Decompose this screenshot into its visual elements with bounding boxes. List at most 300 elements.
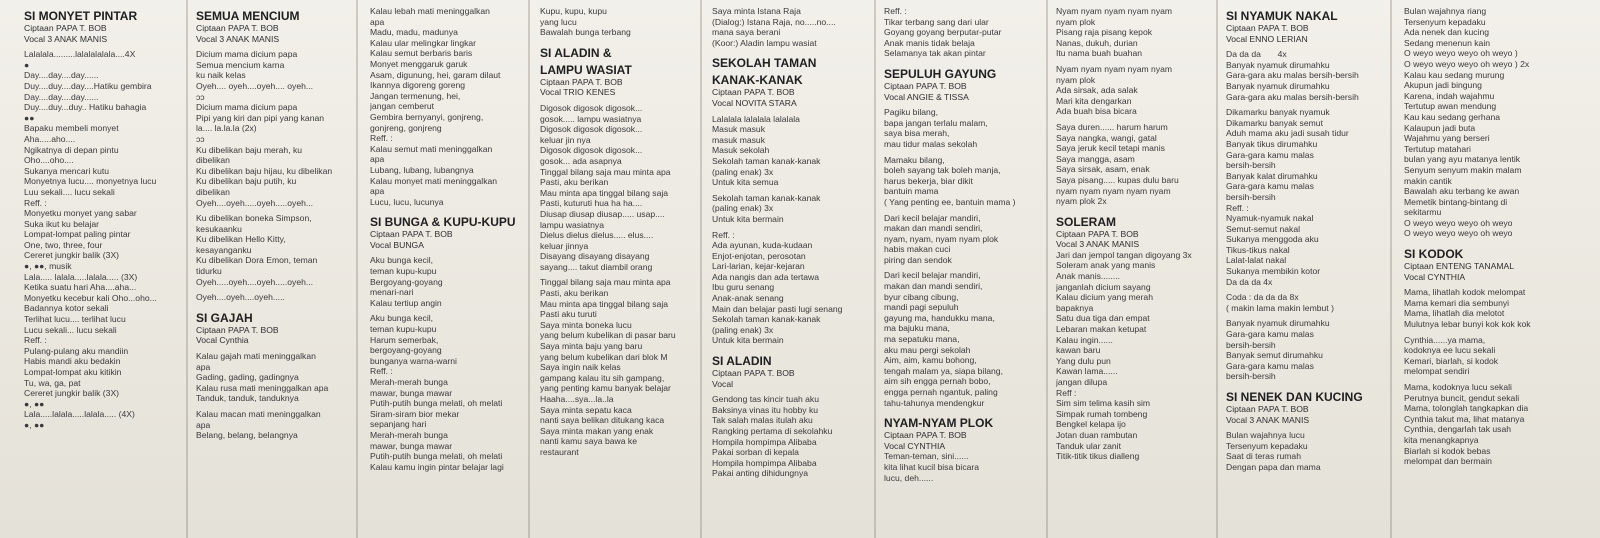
lyric-line: Reff. :	[24, 335, 47, 346]
lyric-line: Karena, indah wajahmu	[1404, 90, 1495, 101]
lyric-line: Day....day....day......	[24, 91, 99, 102]
lyric-line: Digosok digosok digosok...	[540, 124, 643, 135]
lyric-line: Lubang, lubang, lubangnya	[370, 164, 474, 175]
lyric-line: Anak-anak senang	[712, 293, 784, 304]
lyric-line: kesukaanku	[196, 223, 242, 234]
lyric-line: ma bajuku mana,	[884, 323, 950, 334]
lyric-line: saya bisa merah,	[884, 128, 950, 139]
song-title: SI NENEK DAN KUCING	[1226, 390, 1363, 404]
lyric-line: Kalau dicium yang merah	[1056, 292, 1153, 303]
lyric-line: Ku dibelikan Dora Emon, teman	[196, 255, 318, 266]
song-credit: Vocal ENNO LERIAN	[1226, 33, 1308, 44]
lyric-line: Saya jeruk kecil tetapi manis	[1056, 143, 1165, 154]
lyric-line: Tikus-tikus nakal	[1226, 244, 1290, 255]
lyric-line: Dikamarku banyak nyamuk	[1226, 107, 1330, 118]
lyric-line: Jari dan jempol tangan digoyang 3x	[1056, 249, 1192, 260]
lyric-line: Oyeh....oyeh....oyeh.....	[196, 292, 285, 303]
lyrics-column-3	[370, 6, 526, 534]
lyric-line: Aim, aim, kamu bohong,	[884, 355, 977, 366]
lyric-line: Belang, belang, belangnya	[196, 430, 298, 441]
lyric-line: Gara-gara aku malas bersih-bersih	[1226, 70, 1359, 81]
lyric-line: byur cibang cibung,	[884, 291, 959, 302]
verse-gap	[712, 48, 872, 53]
lyric-line: nyam plok	[1056, 16, 1096, 27]
lyric-line: gosok..... lampu wasiatnya	[540, 113, 642, 124]
lyric-line: (Koor:) Aladin lampu wasiat	[712, 37, 817, 48]
song-credit: Ciptaan PAPA T. BOB	[1056, 228, 1139, 239]
song-credit: Vocal 3 ANAK MANIS	[1226, 414, 1310, 425]
lyric-line: melompat dan bermain	[1404, 456, 1492, 467]
lyric-line: Reff. :	[712, 229, 735, 240]
lyric-line: Saya nangka, wangi, gatal	[1056, 132, 1157, 143]
lyric-line: Tak salah malas itulah aku	[712, 415, 813, 426]
lyric-line: Pasti aku turuti	[540, 309, 597, 320]
lyric-line: Nyam nyam nyam nyam nyam	[1056, 6, 1173, 16]
lyric-line: Masuk masuk	[712, 124, 766, 135]
lyric-line: Dicium mama dicium papa	[196, 49, 298, 60]
lyric-line: Oyeh.... oyeh....oyeh.... oyeh...	[196, 80, 314, 91]
lyric-line: Kalau lebah mati meninggalkan	[370, 6, 490, 16]
lyric-line: ●, ●●	[24, 419, 45, 430]
lyric-line: One, two, three, four	[24, 239, 103, 250]
lyric-line: Suka ikut ku belajar	[24, 218, 99, 229]
lyric-line: Lalalala lalalala lalalala	[712, 113, 800, 124]
lyric-line: kita lihat kucil bisa bicara	[884, 461, 980, 472]
lyric-line: Mama, kodoknya lucu sekali	[1404, 382, 1512, 392]
lyric-line: Kawan lama......	[1056, 366, 1118, 377]
lyric-line: kodoknya ee lucu sekali	[1404, 345, 1496, 356]
song-title: SEMUA MENCIUM	[196, 9, 300, 23]
lyric-line: Monyetnya lucu.... monyetnya lucu	[24, 176, 157, 187]
lyric-line: Pisang raja pisang kepok	[1056, 27, 1153, 38]
lyric-line: Itu nama buah buahan	[1056, 48, 1143, 59]
lyric-line: Duy....duy....day....Hatiku gembira	[24, 80, 152, 91]
lyric-line: harus bekerja, biar dikit	[884, 175, 973, 186]
lyric-line: Saat di teras rumah	[1226, 451, 1301, 462]
lyric-line: apa	[196, 419, 211, 430]
lyric-line: O weyo weyo weyo oh weyo ) 2x	[1404, 58, 1530, 69]
verse-gap	[884, 59, 1044, 64]
lyric-line: tengah malam ya, siapa bilang,	[884, 365, 1003, 376]
lyric-line: O weyo weyo weyo oh weyo	[1404, 217, 1513, 228]
lyric-line: Aduh mama aku jadi susah tidur	[1226, 128, 1349, 139]
song-credit: Ciptaan PAPA T. BOB	[540, 76, 623, 87]
lyric-line: Saya duren...... harum harum	[1056, 121, 1168, 132]
lyric-line: Sukanya menggoda aku	[1226, 234, 1319, 245]
lyric-line: Da da da 4x	[1226, 276, 1273, 287]
lyric-line: Tinggal bilang saja mau minta apa	[540, 166, 671, 177]
lyric-line: Kupu, kupu, kupu	[540, 6, 607, 16]
lyric-line: Monyetku monyet yang sabar	[24, 208, 137, 219]
lyric-line: mandi pagi sepuluh	[884, 302, 959, 313]
lyric-line: yang belum kubelikan di pasar baru	[540, 330, 676, 341]
song-credit: Ciptaan PAPA T. BOB	[24, 23, 107, 33]
lyric-line: Tikar terbang sang dari ular	[884, 16, 989, 27]
lyric-line: Kalau semut berbaris baris	[370, 48, 473, 59]
lyric-line: Terlihat lucu.... terlihat lucu	[24, 314, 126, 325]
lyric-line: Mulutnya lebar bunyi kok kok kok	[1404, 319, 1531, 330]
lyric-line: Semut-semut nakal	[1226, 223, 1301, 234]
lyric-line: Asam, digunung, hei, garam dilaut	[370, 69, 501, 80]
lyric-line: janganlah dicium sayang	[1056, 281, 1151, 292]
song-credit: Ciptaan PAPA T. BOB	[712, 87, 795, 98]
lyric-line: ●, ●●, musik	[24, 261, 72, 272]
lyric-line: Monyetku kecebur kali Oho...oho...	[24, 292, 157, 303]
lyric-line: Tersenyum kepadaku	[1226, 440, 1308, 451]
lyric-line: Kalau macan mati meninggalkan	[196, 409, 321, 419]
lyric-line: engga pernah ngantuk, paling	[884, 387, 998, 397]
lyric-line: bulan yang ayu matanya lentik	[1404, 154, 1521, 165]
lyric-line: Mama, tolonglah tangkapkan dia	[1404, 403, 1529, 414]
lyric-line: Ada nenek dan kucing	[1404, 27, 1490, 38]
lyric-line: Nyam nyam nyam nyam nyam	[1056, 63, 1173, 74]
lyric-line: Cynthia, dengarlah tak usah	[1404, 424, 1512, 435]
lyric-line: Da da da 4x	[1226, 49, 1287, 60]
song-title: SI BUNGA & KUPU-KUPU	[370, 215, 516, 230]
song-credit: Vocal CYNTHIA	[884, 440, 946, 451]
lyric-line: gayung ma, handukku mana,	[884, 312, 995, 323]
lyric-line: bersih-bersih	[1226, 371, 1276, 382]
lyric-line: Jangan termenung, hei,	[370, 90, 461, 101]
lyric-line: kita menangkapnya	[1404, 434, 1479, 445]
lyric-line: Goyang goyang berputar-putar	[884, 27, 1002, 38]
lyric-line: Dikamarku banyak semut	[1226, 117, 1323, 128]
lyric-line: Mama, lihatlah dia melotot	[1404, 308, 1505, 319]
lyric-line: apa	[196, 361, 211, 372]
verse-gap	[1226, 382, 1388, 387]
lyric-line: Habis mandi aku bedakin	[24, 356, 121, 367]
lyric-line: Kalau gajah mati meninggalkan	[196, 351, 316, 362]
lyric-line: dibelikan	[196, 186, 230, 197]
lyric-line: Gara-gara kamu malas	[1226, 329, 1314, 340]
lyric-line: Disayang disayang disayang	[540, 251, 650, 262]
lyric-line: (paling enak) 3x	[712, 203, 774, 214]
lyric-line: Pakai anting dihidungnya	[712, 468, 809, 479]
lyric-line: Lompat-lompat aku kitikin	[24, 367, 122, 377]
lyric-line: yang lucu	[540, 16, 577, 27]
lyric-line: Ada ayunan, kuda-kudaan	[712, 240, 813, 251]
lyric-line: melompat sendiri	[1404, 366, 1470, 377]
lyric-line: Untuk kita bermain	[712, 335, 784, 346]
lyric-line: Oyeh.....oyeh....oyeh.....oyeh...	[196, 276, 314, 287]
lyric-line: Ada sirsak, ada salak	[1056, 85, 1138, 96]
lyric-line: Semua mencium karna	[196, 59, 285, 70]
song-credit: Vocal TRIO KENES	[540, 87, 616, 98]
lyric-line: bapaknya	[1056, 302, 1094, 313]
song-credit: Ciptaan PAPA T. BOB	[884, 430, 967, 441]
lyric-line: aim sih engga pernah bobo,	[884, 376, 991, 387]
lyric-line: Lalalala.........lalalalalala....4X	[24, 49, 136, 60]
song-title: SI MONYET PINTAR	[24, 9, 138, 23]
song-credit: Vocal	[712, 378, 734, 389]
lyric-line: Bulan wajahnya lucu	[1226, 430, 1305, 441]
song-title: KANAK-KANAK	[712, 73, 803, 88]
song-credit: Vocal CYNTHIA	[1404, 271, 1466, 282]
lyric-line: Reff. :	[884, 6, 907, 16]
lyric-line: Baksinya vinas itu hobby ku	[712, 404, 819, 415]
lyric-line: Soleram anak yang manis	[1056, 260, 1156, 271]
lyric-line: Tertutup awan mendung	[1404, 101, 1497, 112]
lyric-line: Jotan duan rambutan	[1056, 429, 1138, 440]
lyric-line: Lebaran makan ketupat	[1056, 324, 1147, 335]
lyric-line: gampang kalau itu sih gampang,	[540, 372, 665, 383]
lyric-line: nanti saya belikan ditukang kaca	[540, 415, 665, 426]
lyric-line: bergoyang-goyang	[370, 345, 442, 356]
lyric-line: bapa jangan terlalu malam,	[884, 117, 988, 128]
lyric-line: Saya minta boneka lucu	[540, 319, 632, 330]
lyric-line: Ketika suatu hari Aha....aha...	[24, 282, 137, 293]
lyric-line: Senyum senyum makin malam	[1404, 164, 1522, 175]
lyric-line: aku mau pergi sekolah	[884, 344, 971, 355]
lyric-line: Bawalah aku terbang ke awan	[1404, 186, 1520, 197]
lyric-line: Ku dibelikan baju putih, ku	[196, 176, 297, 187]
lyric-line: ●●	[24, 112, 35, 123]
lyric-line: Lompat-lompat paling pintar	[24, 229, 131, 240]
lyric-line: Merah-merah bunga	[370, 377, 448, 387]
lyric-line: Rangking pertama di sekolahku	[712, 426, 833, 436]
lyric-line: Banyak tikus dirumahku	[1226, 138, 1318, 149]
lyric-line: mau tidur malas sekolah	[884, 138, 978, 149]
lyric-line: Sekolah taman kanak-kanak	[712, 314, 821, 325]
lyric-line: Teman-teman, sini......	[884, 451, 969, 462]
lyric-line: Dielus dielus dielus..... elus....	[540, 230, 654, 241]
lyric-line: Lucu sekali... lucu sekali	[24, 324, 117, 335]
lyric-line: Ada buah bisa bicara	[1056, 106, 1137, 117]
lyric-line: Reff :	[1056, 387, 1077, 398]
lyric-line: keluar jinnya	[540, 240, 589, 251]
lyric-line: Oho....oho....	[24, 155, 74, 166]
lyric-line: Perutnya buncit, gendut sekali	[1404, 392, 1520, 403]
lyric-line: Digosok digosok digosok...	[540, 102, 643, 113]
lyric-line: O weyo weyo weyo oh weyo )	[1404, 48, 1518, 59]
lyric-line: Diusap diusap diusap..... usap....	[540, 208, 665, 219]
lyric-line: Kalau ular melingkar lingkar	[370, 37, 477, 48]
lyric-line: Nyamuk-nyamuk nakal	[1226, 213, 1314, 224]
lyric-line: Kalau monyet mati meninggalkan	[370, 175, 498, 186]
lyric-line: Bapaku membeli monyet	[24, 123, 119, 134]
song-title: SI GAJAH	[196, 310, 253, 325]
lyric-line: piring dan sendok	[884, 254, 952, 265]
song-credit: Ciptaan ENTENG TANAMAL	[1404, 261, 1515, 272]
lyric-line: Aku bunga kecil,	[370, 313, 434, 324]
lyric-line: nyam plok 2x	[1056, 196, 1107, 207]
lyric-line: Ku dibelikan boneka Simpson,	[196, 213, 312, 224]
lyric-line: Dari kecil belajar mandiri,	[884, 212, 981, 223]
verse-gap	[370, 207, 526, 212]
lyric-line: ●	[24, 59, 30, 70]
lyric-line: Ada nangis dan ada tertawa	[712, 271, 820, 282]
lyric-line: nyam, nyam, nyam nyam plok	[884, 233, 999, 244]
lyrics-column-5	[712, 6, 872, 534]
lyric-line: Anak manis........	[1056, 271, 1120, 282]
lyric-line: ɔɔ	[196, 133, 205, 144]
lyric-line: Siram-siram bior mekar	[370, 408, 460, 419]
lyric-line: Mau minta apa tinggal bilang saja	[540, 187, 669, 198]
song-title: SI KODOK	[1404, 247, 1464, 262]
lyric-line: teman kupu-kupu	[370, 324, 437, 335]
lyric-line: apa	[370, 16, 385, 27]
lyric-line: Nanas, dukuh, durian	[1056, 37, 1138, 48]
lyric-line: bantuin mama	[884, 186, 939, 197]
song-title: SEKOLAH TAMAN	[712, 56, 817, 71]
verse-gap	[712, 346, 872, 351]
lyric-line: dibelikan	[196, 155, 230, 166]
lyric-line: Pakai sorban di kepala	[712, 447, 799, 458]
lyric-line: (Dialog:) Istana Raja, no.....no....	[712, 16, 836, 27]
lyric-line: Kalau ingin......	[1056, 334, 1113, 345]
lyric-line: Gara-gara kamu malas	[1226, 149, 1314, 160]
lyric-line: Merah-merah bunga	[370, 429, 448, 440]
lyric-line: mawar, bunga mawar	[370, 387, 453, 398]
lyric-line: makan dan mandi sendiri,	[884, 223, 983, 234]
lyric-line: Kalau kamu ingin pintar belajar lagi	[370, 461, 504, 472]
verse-gap	[1056, 207, 1214, 212]
lyric-line: apa	[370, 186, 385, 197]
lyric-line: menari-nari	[370, 287, 414, 298]
lyric-line: nyam nyam nyam nyam nyam	[1056, 185, 1171, 196]
lyric-line: restaurant	[540, 446, 579, 457]
lyric-line: Cereret jungkir balik (3X)	[24, 250, 120, 261]
lyric-line: Mama kemari dia sembunyi	[1404, 297, 1510, 308]
song-credit: Vocal ANGIE & TISSA	[884, 91, 969, 102]
lyric-line: Tertutup matahari	[1404, 143, 1471, 154]
lyric-line: Dicium mama dicium papa	[196, 102, 298, 113]
lyric-line: Monyet menggaruk garuk	[370, 58, 468, 69]
lyric-line: Aku bunga kecil,	[370, 255, 434, 266]
lyric-line: Saya sirsak, asam, enak	[1056, 164, 1150, 175]
lyric-line: Akupun jadi bingung	[1404, 80, 1482, 91]
lyric-line: Saya minta makan yang enak	[540, 425, 654, 436]
lyric-line: Lala.....lalala.....lalala..... (4X)	[24, 409, 135, 420]
lyric-line: Tanduk, tanduk, tanduknya	[196, 393, 299, 404]
lyric-line: mawar, bunga mawar	[370, 440, 453, 451]
lyric-line: Luu sekali.... lucu sekali	[24, 186, 115, 197]
lyric-line: Reff. :	[370, 366, 393, 377]
lyric-line: Day....day....day......	[24, 70, 99, 81]
lyric-line: apa	[370, 154, 385, 165]
lyric-line: Cereret jungkir balik (3X)	[24, 388, 120, 399]
lyric-line: Tinggal bilang saja mau minta apa	[540, 277, 671, 288]
lyric-line: Kalau rusa mati meninggalkan apa	[196, 382, 329, 393]
lyric-line: la.... la.la.la (2x)	[196, 123, 257, 134]
lyric-line: nyam plok	[1056, 74, 1096, 85]
lyric-line: bersih-bersih	[1226, 160, 1276, 171]
song-credit: Ciptaan PAPA T. BOB	[1226, 404, 1309, 414]
lyric-line: Yang dulu pun	[1056, 355, 1111, 366]
lyric-line: Aha.....aho....	[24, 133, 76, 144]
lyrics-column-4	[540, 6, 698, 534]
lyric-line: Mamaku bilang,	[884, 154, 945, 165]
lyric-line: Duy....duy...duy.. Hatiku bahagia	[24, 102, 147, 113]
lyric-line: gonjreng, gonjreng	[370, 122, 442, 133]
lyrics-column-2	[196, 6, 354, 534]
song-credit: Vocal 3 ANAK MANIS	[196, 33, 280, 44]
lyric-line: Anak manis tidak belaja	[884, 37, 975, 48]
lyric-line: Pulang-pulang aku mandiin	[24, 345, 129, 356]
lyric-line: lampu wasiatnya	[540, 219, 605, 230]
lyric-line: Pasti, aku berikan	[540, 177, 609, 188]
lyric-line: keluar jin nya	[540, 134, 591, 145]
lyric-line: Saya minta sepatu kaca	[540, 404, 632, 415]
lyric-line: ( makin lama makin lembut )	[1226, 302, 1334, 313]
lyric-line: Saya minta baju yang baru	[540, 341, 643, 352]
song-credit: Vocal 3 ANAK MANIS	[1056, 239, 1140, 250]
lyric-line: Sedang menenun kain	[1404, 37, 1491, 48]
lyric-line: kesayanganku	[196, 244, 252, 255]
lyric-line: Banyak semut dirumahku	[1226, 350, 1323, 361]
lyric-line: tidurku	[196, 266, 222, 277]
lyric-line: Gara-gara aku malas bersih-bersih	[1226, 91, 1359, 102]
lyric-line: kawan baru	[1056, 345, 1101, 356]
lyric-line: Pipi yang kiri dan pipi yang kanan	[196, 112, 325, 123]
lyric-line: Saya pisang..... kupas dulu baru	[1056, 174, 1179, 185]
lyric-line: Ikannya digoreng goreng	[370, 80, 466, 91]
song-title: SI ALADIN	[712, 354, 772, 369]
lyric-line: Pasti, kuturuti hua ha ha....	[540, 198, 643, 209]
lyric-line: Saya ingin naik kelas	[540, 362, 621, 373]
lyric-line: Lari-larian, kejar-kejaran	[712, 261, 805, 272]
lyric-line: Hompila hompimpa Alibaba	[712, 457, 817, 468]
lyrics-column-1	[24, 6, 184, 534]
lyric-line: (paling enak) 3x	[712, 324, 774, 335]
lyric-line: Lucu, lucu, lucunya	[370, 196, 444, 207]
lyric-line: Titik-titik tikus dialleng	[1056, 451, 1140, 462]
song-title: SEPULUH GAYUNG	[884, 66, 997, 81]
lyric-line: Kalau semut mati meninggalkan	[370, 143, 493, 154]
lyric-line: Sim sim telima kasih sim	[1056, 398, 1151, 409]
verse-gap	[540, 38, 698, 43]
lyric-line: bunganya warna-warni	[370, 355, 457, 366]
lyric-line: yang penting kamu banyak belajar	[540, 383, 671, 394]
lyric-line: Sukanya membikin kotor	[1226, 266, 1321, 277]
lyric-line: Bawalah bunga terbang	[540, 27, 631, 38]
lyric-line: ( Yang penting ee, bantuin mama )	[884, 196, 1016, 207]
song-title: LAMPU WASIAT	[540, 62, 632, 77]
lyric-line: Sukanya mencari kutu	[24, 165, 110, 176]
song-credit: Vocal 3 ANAK MANIS	[24, 33, 108, 44]
lyric-line: Reff. :	[370, 133, 393, 144]
lyric-line: Kalaupun jadi buta	[1404, 122, 1476, 133]
lyric-line: gosok... ada asapnya	[540, 155, 622, 166]
lyric-line: Haaha....sya...la..la	[540, 394, 614, 404]
lyric-line: Banyak nyamuk dirumahku	[1226, 59, 1330, 70]
lyric-line: Untuk kita semua	[712, 177, 779, 188]
lyric-line: Dengan papa dan mama	[1226, 461, 1321, 472]
lyric-line: Gendong tas kincir tuah aku	[712, 394, 820, 405]
lyric-line: Kalau kau sedang murung	[1404, 69, 1505, 80]
lyric-line: Saya mangga, asam	[1056, 153, 1135, 164]
lyric-line: Mari kita dengarkan	[1056, 95, 1132, 106]
lyric-line: (paling enak) 3x	[712, 166, 774, 177]
lyric-line: jangan dilupa	[1056, 377, 1108, 387]
lyric-line: Pagiku bilang,	[884, 107, 938, 118]
lyric-line: Tu, wa, ga, pat	[24, 377, 81, 388]
lyric-line: nanti kamu saya bawa ke	[540, 436, 637, 447]
song-credit: Ciptaan PAPA T. BOB	[1226, 23, 1309, 33]
lyric-line: Ku dibelikan Hello Kitty,	[196, 234, 286, 245]
lyric-line: Reff. :	[24, 197, 47, 208]
song-credit: Ciptaan PAPA T. BOB	[712, 368, 795, 379]
lyric-line: Dari kecil belajar mandiri,	[884, 270, 981, 281]
lyric-line: Sekolah taman kanak-kanak	[712, 192, 821, 203]
song-credit: Vocal BUNGA	[370, 239, 424, 250]
lyric-line: ●, ●●	[24, 398, 45, 409]
lyric-line: Wajahmu yang berseri	[1404, 133, 1490, 144]
lyric-line: bersih-bersih	[1226, 191, 1276, 202]
lyric-line: Kemari, biarlah, si kodok	[1404, 355, 1499, 366]
lyric-line: Gembira bernyanyi, gonjreng,	[370, 111, 484, 122]
song-title: SOLERAM	[1056, 214, 1116, 229]
